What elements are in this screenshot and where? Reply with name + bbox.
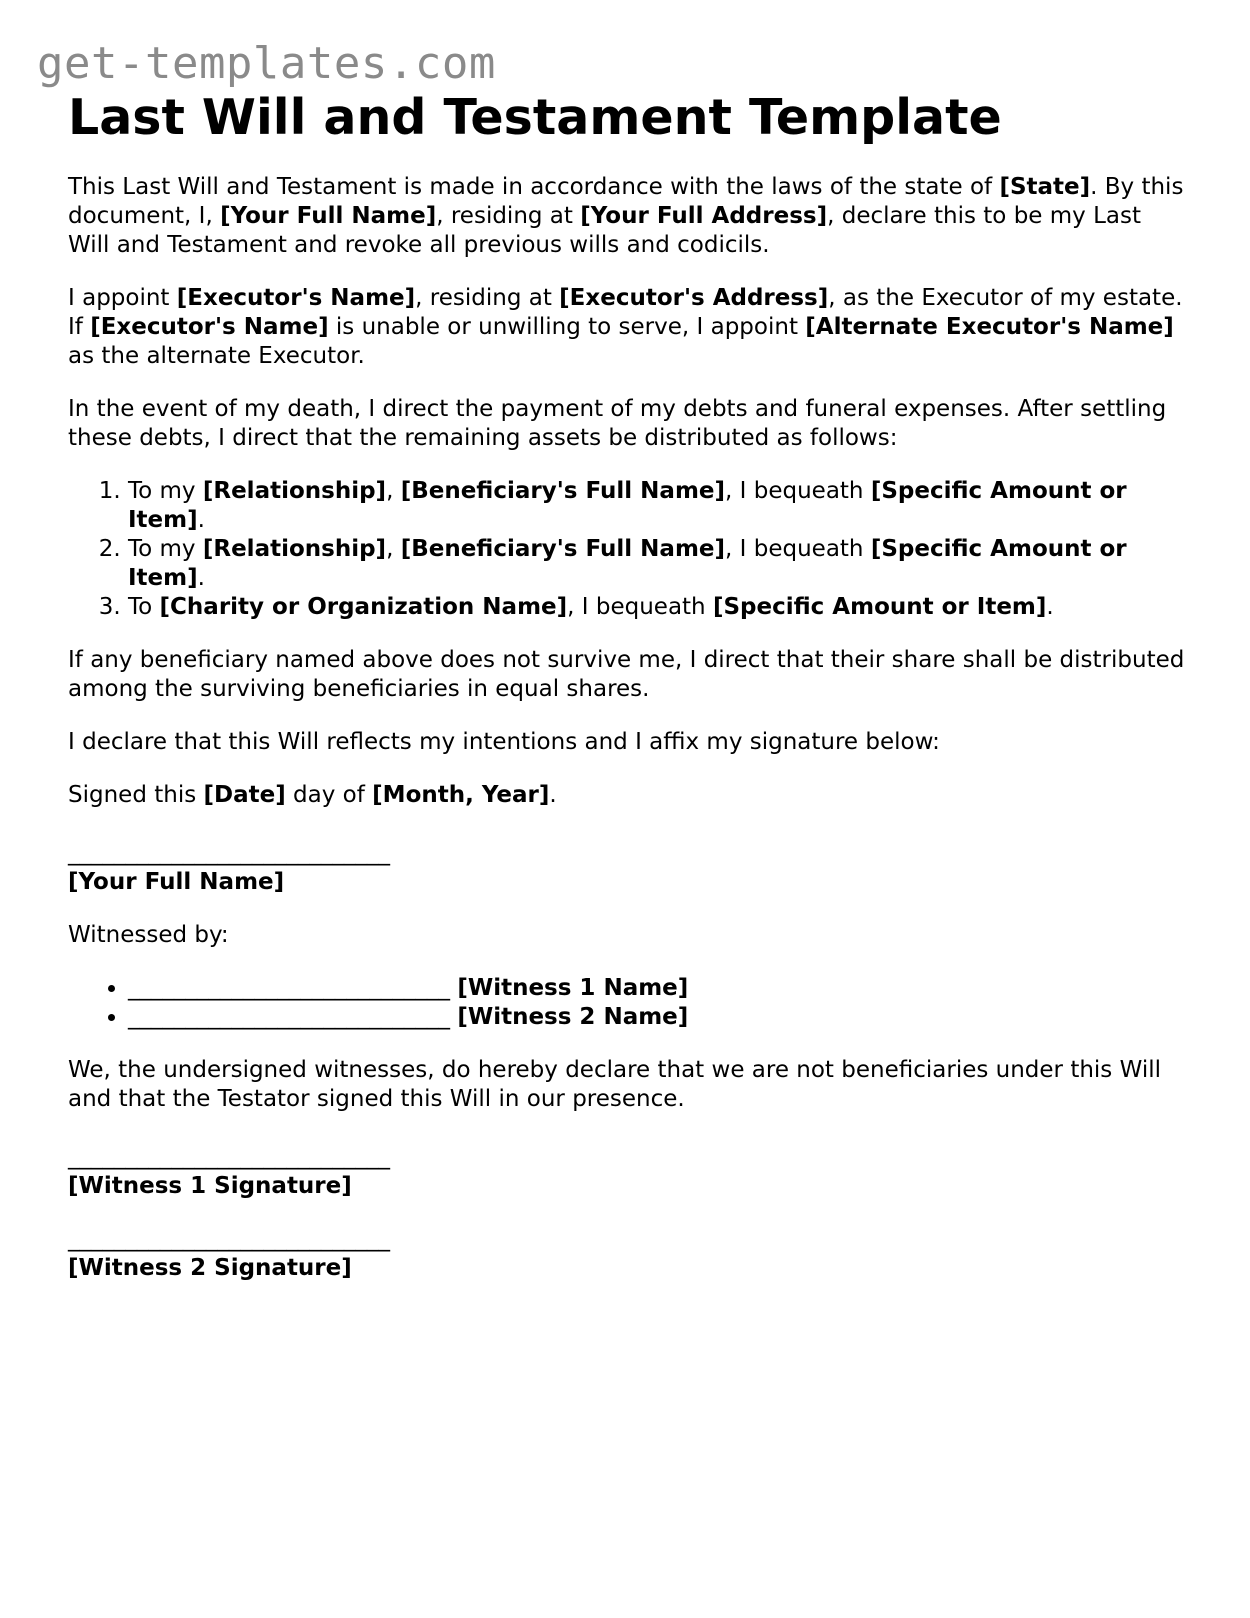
signed-text-2: day of — [285, 782, 373, 808]
bequest-item — [128, 535, 1188, 593]
witness-signature-line: ____________________________ — [128, 1004, 450, 1030]
intro-paragraph — [68, 173, 1188, 260]
relationship-placeholder: [Relationship] — [202, 478, 387, 504]
signed-date-paragraph — [68, 781, 1188, 810]
witness-item — [128, 974, 1188, 1003]
testator-name-label: [Your Full Name] — [68, 869, 285, 895]
item-placeholder: [Specific Amount or Item] — [128, 536, 1127, 591]
executor-text-5: as the alternate Executor. — [68, 343, 365, 369]
testator-name-placeholder: [Your Full Name] — [220, 203, 437, 229]
executor-text-1: I appoint — [68, 285, 177, 311]
bequest-item — [128, 593, 1188, 622]
item-placeholder: [Specific Amount or Item] — [712, 594, 1047, 620]
bequest-item — [128, 477, 1188, 535]
witness-2-signature-block — [68, 1225, 1188, 1283]
executor-name-placeholder: [Executor's Name] — [176, 285, 416, 311]
document-page — [68, 88, 1188, 1307]
intro-text-3: , residing at — [436, 203, 581, 229]
witness-declaration-paragraph: We, the undersigned witnesses, do hereby declare that we are not beneficiaries under this Will and that the Testator signed this Will in our presence. — [68, 1057, 1162, 1112]
executor-address-placeholder: [Executor's Address] — [559, 285, 829, 311]
bequest-text: , I bequeath — [567, 594, 713, 620]
executor-text-4: is unable or unwilling to serve, I appoint — [328, 314, 806, 340]
testator-signature-block — [68, 839, 1188, 897]
witness-signature-line: ____________________________ — [128, 975, 450, 1001]
witness-1-signature-block — [68, 1143, 1188, 1201]
document-title: Last Will and Testament Template — [68, 89, 1002, 146]
bequest-end: . — [197, 507, 205, 533]
intro-text-2: . By this document, I, — [68, 174, 1184, 229]
testator-address-placeholder: [Your Full Address] — [580, 203, 828, 229]
intro-text-1: This Last Will and Testament is made in accordance with the laws of the state of — [68, 174, 1000, 200]
beneficiary-name-placeholder: [Beneficiary's Full Name] — [400, 478, 726, 504]
declaration-paragraph: I declare that this Will reflects my intentions and I affix my signature below: — [68, 729, 940, 755]
debts-paragraph: In the event of my death, I direct the payment of my debts and funeral expenses. After settling these debts, I direct that the remaining assets be distributed as follows: — [68, 396, 1167, 451]
witness-2-signature-label: [Witness 2 Signature] — [68, 1255, 352, 1281]
executor-text-3: , as the Executor of my estate. If — [68, 285, 1183, 340]
executor-name-placeholder-2: [Executor's Name] — [90, 314, 329, 340]
witnessed-by-label: Witnessed by: — [68, 922, 229, 948]
witness-name-placeholder: [Witness 1 Name] — [457, 975, 689, 1001]
state-placeholder: [State] — [999, 174, 1091, 200]
bequest-text: , I bequeath — [725, 478, 871, 504]
item-placeholder: [Specific Amount or Item] — [128, 478, 1127, 533]
bequest-end: . — [1046, 594, 1054, 620]
document-body — [68, 173, 1188, 1283]
witness-1-signature-label: [Witness 1 Signature] — [68, 1173, 352, 1199]
alternate-executor-placeholder: [Alternate Executor's Name] — [805, 314, 1174, 340]
bequest-list — [68, 477, 1188, 622]
date-placeholder: [Date] — [203, 782, 286, 808]
witness-item — [128, 1003, 1188, 1032]
bequest-text: To my — [128, 536, 203, 562]
bequest-text: , I bequeath — [725, 536, 871, 562]
executor-paragraph — [68, 284, 1188, 371]
witness-list — [68, 974, 1188, 1032]
witness-2-signature-line: ____________________________ — [68, 1226, 390, 1252]
executor-text-2: , residing at — [415, 285, 560, 311]
intro-text-4: , declare this to be my Last Will and Testament and revoke all previous wills and codicils. — [68, 203, 1141, 258]
signed-text-1: Signed this — [68, 782, 204, 808]
charity-placeholder: [Charity or Organization Name] — [159, 594, 568, 620]
relationship-placeholder: [Relationship] — [202, 536, 387, 562]
beneficiary-name-placeholder: [Beneficiary's Full Name] — [400, 536, 726, 562]
bequest-comma: , — [386, 536, 401, 562]
testator-signature-line: ____________________________ — [68, 840, 390, 866]
bequest-text: To my — [128, 478, 203, 504]
month-year-placeholder: [Month, Year] — [372, 782, 550, 808]
witness-1-signature-line: ____________________________ — [68, 1144, 390, 1170]
witness-name-placeholder: [Witness 2 Name] — [457, 1004, 689, 1030]
signed-text-3: . — [549, 782, 557, 808]
survivorship-paragraph: If any beneficiary named above does not survive me, I direct that their share shall be distributed among the surviving beneficiaries in equal shares. — [68, 647, 1185, 702]
site-watermark: get-templates.com — [37, 38, 496, 89]
bequest-text: To — [128, 594, 160, 620]
bequest-comma: , — [386, 478, 401, 504]
bequest-end: . — [197, 565, 205, 591]
